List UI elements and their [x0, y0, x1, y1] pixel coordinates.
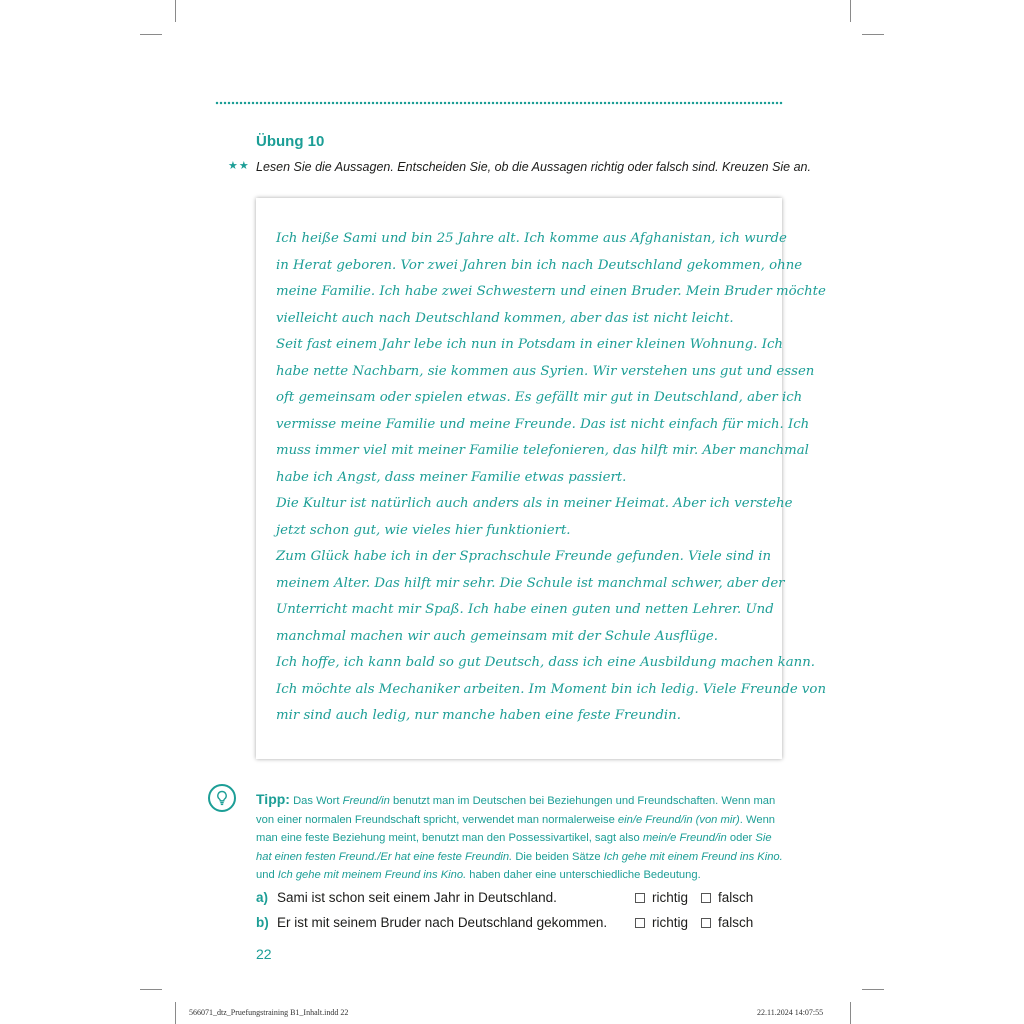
tip-example: Sie hat einen festen Freund./Er hat eine feste Freundin. — [256, 832, 772, 863]
crop-mark — [862, 989, 884, 990]
print-slug-timestamp: 22.11.2024 14:07:55 — [757, 1008, 824, 1017]
text-line: Unterricht macht mir Spaß. Ich habe einen guten und netten Lehrer. Und — [276, 602, 774, 617]
option-label: falsch — [718, 890, 754, 905]
crop-mark — [140, 34, 162, 35]
checkbox-icon[interactable] — [701, 918, 711, 928]
text-line: vielleicht auch nach Deutschland kommen, aber das ist nicht leicht. — [276, 310, 734, 326]
text-line: Seit fast einem Jahr lebe ich nun in Potsdam in einer kleinen Wohnung. Ich — [276, 337, 783, 352]
exercise-title: Übung 10 — [256, 133, 325, 150]
option-label: falsch — [718, 915, 754, 930]
crop-mark — [175, 0, 176, 22]
tip-label: Tipp: — [256, 791, 290, 807]
statement-b — [256, 915, 786, 935]
statement-text: Er ist mit seinem Bruder nach Deutschland gekommen. — [277, 915, 608, 930]
page-number: 22 — [256, 946, 272, 962]
tip-example: Ich gehe mit meinem Freund ins Kino. — [277, 869, 467, 882]
tip-example: Freund/in — [342, 795, 390, 807]
crop-mark — [175, 1002, 176, 1024]
tip-example: mein/e Freund/in — [642, 832, 727, 845]
dotted-divider — [215, 101, 783, 105]
statement-label: a) — [256, 890, 269, 905]
tip-part: Das Wort — [289, 795, 343, 807]
text-line: Ich hoffe, ich kann bald so gut Deutsch, dass ich eine Ausbildung machen kann. — [276, 655, 816, 670]
text-line: jetzt schon gut, wie vieles hier funktioniert. — [276, 522, 571, 538]
crop-mark — [140, 989, 162, 990]
text-line: meinem Alter. Das hilft mir sehr. Die Schule ist manchmal schwer, aber der — [276, 575, 785, 591]
richtig-checkbox[interactable] — [635, 890, 688, 905]
text-line: mir sind auch ledig, nur manche haben eine feste Freundin. — [276, 708, 681, 723]
text-line: habe nette Nachbarn, sie kommen aus Syrien. Wir verstehen uns gut und essen — [276, 363, 815, 379]
crop-mark — [850, 1002, 851, 1024]
exercise-instruction: Lesen Sie die Aussagen. Entscheiden Sie, ob die Aussagen richtig oder falsch sind. Kreuzen Sie an. — [256, 160, 811, 174]
option-label: richtig — [652, 890, 689, 905]
text-line: manchmal machen wir auch gemeinsam mit der Schule Ausflüge. — [276, 628, 718, 644]
handwritten-text — [276, 226, 827, 730]
checkbox-icon[interactable] — [635, 893, 645, 903]
text-line: oft gemeinsam oder spielen etwas. Es gefällt mir gut in Deutschland, aber ich — [276, 390, 803, 405]
tip-part: Die beiden Sätze — [512, 850, 604, 863]
text-line: Zum Glück habe ich in der Sprachschule Freunde gefunden. Viele sind in — [276, 549, 772, 564]
tip-part: haben daher eine unterschiedliche Bedeutung. — [466, 869, 701, 882]
tip-part: benutzt man im Deutschen bei Beziehungen und Freundschaften. Wenn man von einer normalen Freundschaft spricht, verwendet man normalerweise — [256, 795, 776, 826]
tip-part: und — [256, 869, 278, 882]
statement-label: b) — [256, 915, 269, 930]
reading-text-card — [256, 198, 827, 759]
statement-text: Sami ist schon seit einem Jahr in Deutschland. — [277, 890, 557, 905]
tip-part: oder — [726, 832, 756, 845]
print-slug-filename: 566071_dtz_Pruefungstraining B1_Inhalt.indd 22 — [189, 1008, 349, 1017]
difficulty-stars: ★★ — [228, 160, 250, 172]
checkbox-icon[interactable] — [635, 918, 645, 928]
tip-text — [256, 790, 786, 885]
tip-example: ein/e Freund/in (von mir) — [617, 813, 740, 826]
text-line: meine Familie. Ich habe zwei Schwestern und einen Bruder. Mein Bruder möchte — [276, 284, 826, 299]
checkbox-icon[interactable] — [701, 893, 711, 903]
falsch-checkbox[interactable] — [701, 890, 753, 905]
tip-example: Ich gehe mit einem Freund ins Kino. — [603, 850, 783, 863]
crop-mark — [862, 34, 884, 35]
text-line: muss immer viel mit meiner Familie telefonieren, das hilft mir. Aber manchmal — [276, 443, 809, 458]
text-line: Ich möchte als Mechaniker arbeiten. Im Moment bin ich ledig. Viele Freunde von — [276, 681, 827, 697]
option-label: richtig — [652, 915, 689, 930]
text-line: habe ich Angst, dass meiner Familie etwas passiert. — [276, 469, 627, 485]
richtig-checkbox[interactable] — [635, 915, 688, 930]
text-line: in Herat geboren. Vor zwei Jahren bin ich nach Deutschland gekommen, ohne — [276, 257, 803, 273]
tip-part: . Wenn man eine feste Beziehung meint, benutzt man den Possessivartikel, sagt also — [256, 813, 776, 845]
text-line: Ich heiße Sami und bin 25 Jahre alt. Ich komme aus Afghanistan, ich wurde — [276, 231, 787, 246]
crop-mark — [850, 0, 851, 22]
statement-a — [256, 890, 786, 910]
text-line: vermisse meine Familie und meine Freunde. Das ist nicht einfach für mich. Ich — [276, 416, 810, 432]
lightbulb-icon — [208, 784, 236, 812]
text-line: Die Kultur ist natürlich auch anders als in meiner Heimat. Aber ich verstehe — [276, 496, 793, 511]
falsch-checkbox[interactable] — [701, 915, 753, 930]
